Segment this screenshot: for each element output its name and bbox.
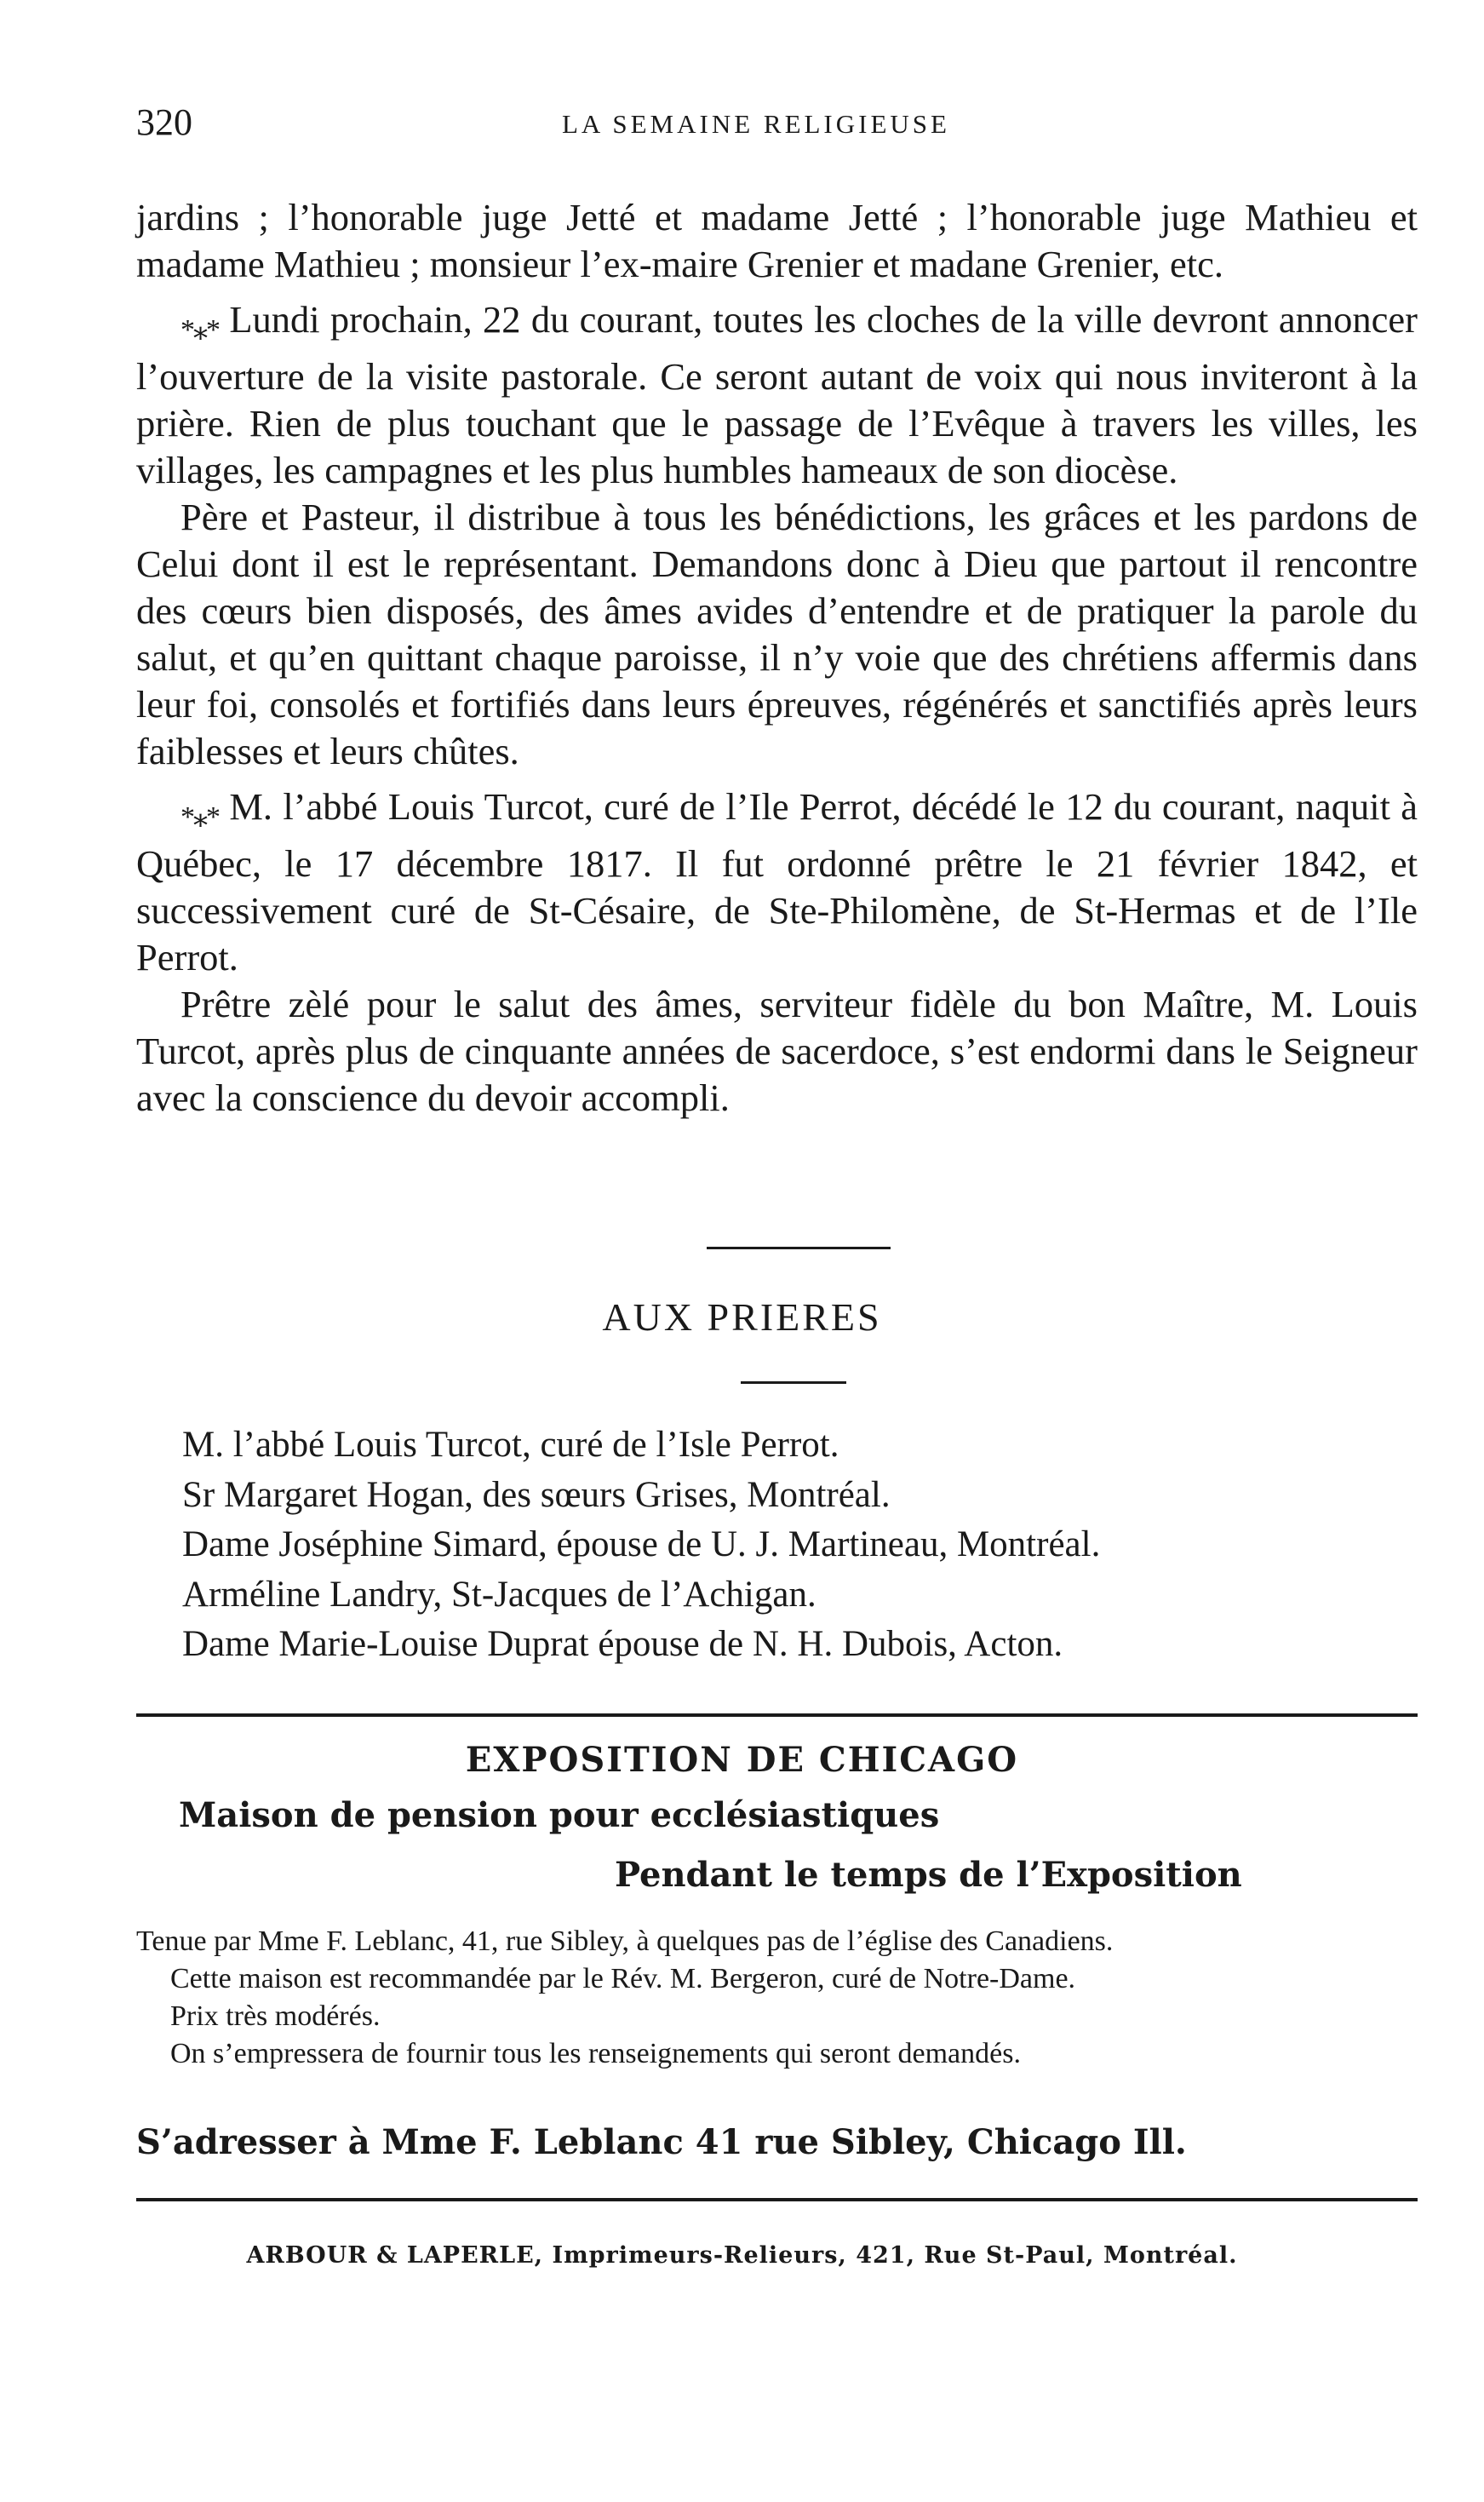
printer-footer: ARBOUR & LAPERLE, Imprimeurs-Relieurs, 421, Rue St-Paul, Montréal. [246,2242,1238,2269]
paragraph-2 [136,296,1418,494]
advertisement-subtitle: Maison de pension pour ecclésiastiques [179,1795,940,1835]
advertisement-line: Cette maison est recommandée par le Rév. M. Bergeron, curé de Notre-Dame. [170,1963,1076,1994]
advertisement-body [136,1923,1413,2073]
page-number: 320 [136,101,192,143]
asterism-mark: *⁎* [180,801,219,833]
paragraph-4-text: M. l’abbé Louis Turcot, curé de l’Ile Perrot, décédé le 12 du courant, naquit à Québec, le 17 décembre 1817. Il fut ordonné prêtre le 21 février 1842, et successivement curé de St-Césaire, de Ste-Philomène, de St-Hermas et de l’Ile Perrot. [136,785,1418,978]
advertisement-line: On s’empressera de fournir tous les renseignements qui seront demandés. [170,2038,1021,2069]
prayer-item: Dame Marie-Louise Duprat épouse de N. H. Dubois, Acton. [182,1624,1063,1664]
paragraph-4 [136,783,1418,981]
body-text [136,194,1418,1122]
divider-rule [136,1713,1418,1717]
advertisement-line: Prix très modérés. [170,2000,381,2032]
prayer-item: M. l’abbé Louis Turcot, curé de l’Isle Perrot. [182,1425,839,1465]
prayer-list [182,1420,1417,1670]
divider-rule [136,2198,1418,2201]
advertisement-title: EXPOSITION DE CHICAGO [465,1740,1019,1780]
running-title: LA SEMAINE RELIGIEUSE [562,109,950,139]
paragraph-2-text: Lundi prochain, 22 du courant, toutes les cloches de la ville devront annoncer l’ouverture de la visite pastorale. Ce seront autant de voix qui nous inviteront à la prière. Rien de plus touchant que le passage de l’Evêque à travers les villes, les villages, les campagnes et les plus humbles hameaux de son diocèse. [136,298,1418,491]
asterism-mark: *⁎* [180,314,219,346]
prayer-item: Arméline Landry, St-Jacques de l’Achigan. [182,1574,816,1615]
paragraph-3: Père et Pasteur, il distribue à tous les bénédictions, les grâces et les pardons de Celui dont il est le représentant. Demandons donc à Dieu que partout il rencontre des cœurs bien disposés, des âmes avides d’entendre et de pratiquer la parole du salut, et qu’en quittant chaque paroisse, il n’y voie que des chrétiens affermis dans leur foi, consolés et fortifiés dans leurs épreuves, régénérés et sanctifiés après leurs faiblesses et leurs chûtes. [136,496,1418,772]
page-header [136,100,1413,152]
section-heading: AUX PRIERES [602,1295,882,1339]
paragraph-1: jardins ; l’honorable juge Jetté et madame Jetté ; l’honorable juge Mathieu et madame Mathieu ; monsieur l’ex-maire Grenier et madane Grenier, etc. [136,196,1418,285]
paragraph-5: Prêtre zèlé pour le salut des âmes, serviteur fidèle du bon Maître, M. Louis Turcot, après plus de cinquante années de sacerdoce, s’est endormi dans le Seigneur avec la conscience du devoir accompli. [136,983,1418,1119]
advertisement-line: Tenue par Mme F. Leblanc, 41, rue Sibley, à quelques pas de l’église des Canadiens. [136,1925,1114,1957]
divider-rule [707,1247,891,1249]
advertisement-contact: S’adresser à Mme F. Leblanc 41 rue Sibley, Chicago Ill. [136,2122,1187,2162]
divider-rule [741,1381,846,1384]
advertisement-subtitle-2: Pendant le temps de l’Exposition [615,1855,1242,1895]
prayer-item: Dame Joséphine Simard, épouse de U. J. Martineau, Montréal. [182,1524,1101,1564]
prayer-item: Sr Margaret Hogan, des sœurs Grises, Montréal. [182,1474,891,1515]
